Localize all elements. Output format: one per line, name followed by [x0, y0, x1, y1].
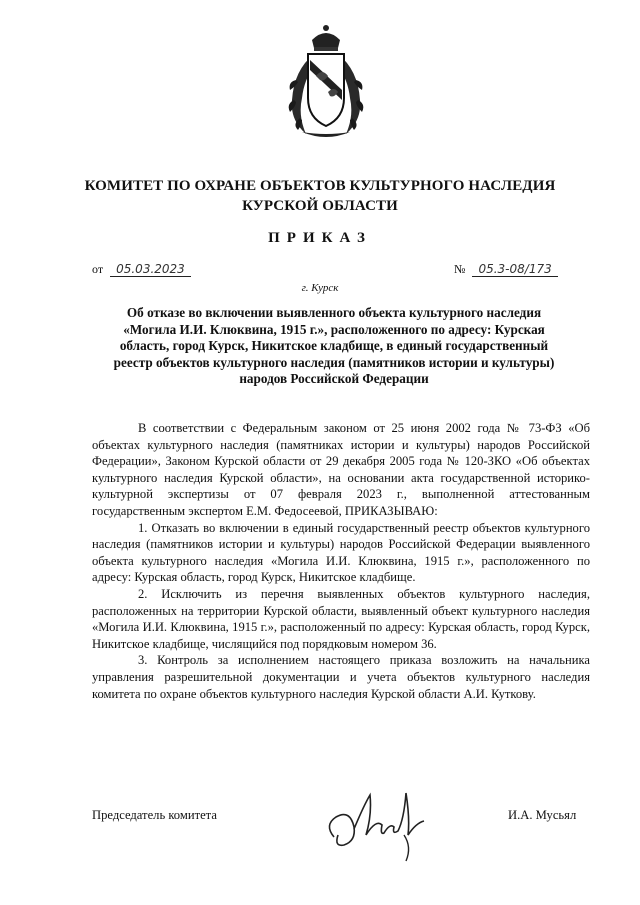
order-date: [92, 262, 191, 277]
order-number: [454, 262, 558, 277]
signatory-name: И.А. Мусьял: [508, 808, 577, 822]
committee-line-1: КОМИТЕТ ПО ОХРАНЕ ОБЪЕКТОВ КУЛЬТУРНОГО НАСЛЕДИЯ: [84, 178, 556, 194]
order-heading: ПРИКАЗ: [268, 230, 372, 246]
signatory-role: Председатель комитета: [92, 808, 217, 822]
body-paragraph-preamble: В соответствии с Федеральным законом от 25 июня 2002 года № 73-ФЗ «Об объектах культурного наследия (памятниках истории и культуры) народов Российской Федерации», Законом Курской области от 29 декабря 2005 года № 120-ЗКО «Об объектах культурного наследия Курской области», на основании акта государственной историко-культурной экспертизы от 07 февраля 2023 г., выполненной аттестованным государственным экспертом Е.М. Федосеевой, ПРИКАЗЫВАЮ:: [92, 421, 590, 518]
number-value: 05.3-08/173: [472, 262, 557, 277]
body-paragraph-item-2: 2. Исключить из перечня выявленных объектов культурного наследия, расположенных на территории Курской области, выявленный объект культурного наследия «Могила И.И. Клюквина, 1915 г.», расположенный по адресу: Курская область, город Курск, Никитское кладбище, числящийся под порядковым номером 36.: [92, 586, 590, 651]
committee-line-2: КУРСКОЙ ОБЛАСТИ: [242, 198, 398, 214]
committee-heading: [60, 176, 580, 216]
city-label: г. Курск: [301, 282, 339, 294]
order-title: Об отказе во включении выявленного объекта культурного наследия «Могила И.И. Клюквина, 1915 г.», расположенного по адресу: Курская область, город Курск, Никитское кладбище, в единый государственный реестр объектов культурного наследия (памятников истории и культуры) народов Российской Федерации: [113, 305, 555, 386]
order-body: [92, 420, 590, 702]
date-value: 05.03.2023: [110, 262, 191, 277]
handwritten-signature-icon: [320, 775, 450, 865]
number-prefix: №: [454, 262, 466, 276]
coat-of-arms-icon: [284, 20, 368, 144]
body-paragraph-item-1: 1. Отказать во включении в единый государственный реестр объектов культурного наследия (памятников истории и культуры) народов Российской Федерации выявленного объекта культурного наследия «Могила И.И. Клюквина, 1915 г.», расположенного по адресу: Курская область, город Курск, Никитское кладбище.: [92, 520, 590, 585]
date-prefix: от: [92, 262, 104, 276]
body-paragraph-item-3: 3. Контроль за исполнением настоящего приказа возложить на начальника управления разрешительной документации и учета объектов культурного наследия комитета по охране объектов культурного наследия Курской области А.И. Куткову.: [92, 653, 590, 701]
